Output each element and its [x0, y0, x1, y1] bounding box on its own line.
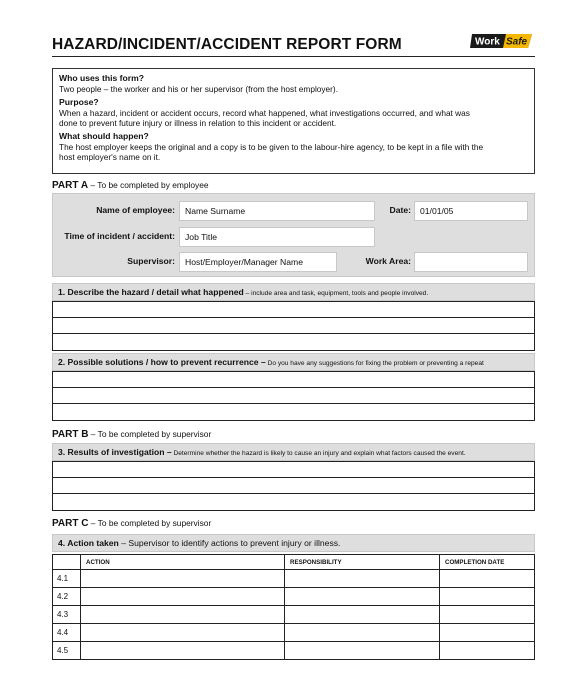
completion-date-cell[interactable] [440, 570, 535, 588]
responsibility-cell[interactable] [285, 588, 440, 606]
section-3-heading: 3. Results of investigation – Determine whether the hazard is likely to cause an injury and explain what factors caused the event. [52, 443, 535, 461]
name-label: Name of employee: [96, 205, 175, 215]
col-number [53, 555, 81, 570]
table-row [53, 588, 535, 606]
table-row [53, 624, 535, 642]
form-title: HAZARD/INCIDENT/ACCIDENT REPORT FORM [52, 36, 402, 53]
part-a-heading: PART A – To be completed by employee [52, 180, 209, 191]
employee-details-panel [52, 193, 535, 277]
part-c-heading: PART C – To be completed by supervisor [52, 518, 212, 529]
row-number: 4.5 [53, 642, 81, 660]
work-area-field[interactable] [414, 252, 528, 272]
row-number: 4.1 [53, 570, 81, 588]
table-row [53, 570, 535, 588]
col-responsibility: RESPONSIBILITY [285, 555, 440, 570]
action-cell[interactable] [81, 570, 285, 588]
row-number: 4.4 [53, 624, 81, 642]
write-line[interactable] [53, 334, 534, 350]
work-area-label: Work Area: [365, 256, 411, 266]
write-line[interactable] [53, 478, 534, 494]
section-1-lines[interactable] [52, 301, 535, 351]
worksafe-logo [470, 32, 534, 50]
action-cell[interactable] [81, 606, 285, 624]
title-divider [52, 56, 535, 57]
logo-text-safe: Safe [506, 36, 528, 48]
date-field[interactable]: 01/01/05 [414, 201, 528, 221]
responsibility-cell[interactable] [285, 606, 440, 624]
logo-text-work: Work [475, 36, 500, 48]
completion-date-cell[interactable] [440, 588, 535, 606]
action-cell[interactable] [81, 624, 285, 642]
info-box [52, 68, 535, 174]
write-line[interactable] [53, 302, 534, 318]
write-line[interactable] [53, 372, 534, 388]
purpose-text-2: done to prevent future injury or illness in relation to this incident or accident. [59, 118, 337, 129]
row-number: 4.2 [53, 588, 81, 606]
what-heading: What should happen? [59, 130, 149, 141]
what-text-1: The host employer keeps the original and a copy is to be given to the labour-hire agency, to be kept in a file with the [59, 141, 484, 152]
col-completion-date: COMPLETION DATE [440, 555, 535, 570]
action-cell[interactable] [81, 642, 285, 660]
table-row [53, 606, 535, 624]
supervisor-field[interactable]: Host/Employer/Manager Name [179, 252, 337, 272]
supervisor-label: Supervisor: [127, 256, 175, 266]
responsibility-cell[interactable] [285, 624, 440, 642]
completion-date-cell[interactable] [440, 606, 535, 624]
date-label: Date: [389, 205, 411, 215]
table-row [53, 642, 535, 660]
time-label: Time of incident / accident: [64, 231, 175, 241]
completion-date-cell[interactable] [440, 642, 535, 660]
section-2-lines[interactable] [52, 371, 535, 421]
responsibility-cell[interactable] [285, 570, 440, 588]
write-line[interactable] [53, 404, 534, 420]
employee-name-field[interactable]: Name Surname [179, 201, 375, 221]
write-line[interactable] [53, 318, 534, 334]
completion-date-cell[interactable] [440, 624, 535, 642]
action-table [52, 554, 535, 660]
action-cell[interactable] [81, 588, 285, 606]
section-3-lines[interactable] [52, 461, 535, 511]
write-line[interactable] [53, 494, 534, 510]
responsibility-cell[interactable] [285, 642, 440, 660]
part-b-heading: PART B – To be completed by supervisor [52, 429, 212, 440]
what-text-2: host employer's name on it. [59, 152, 161, 163]
action-table-header [53, 555, 535, 570]
section-4-heading: 4. Action taken – Supervisor to identify actions to prevent injury or illness. [52, 534, 535, 552]
purpose-text-1: When a hazard, incident or accident occurs, record what happened, what investigations occurred, and what was [59, 107, 470, 118]
who-text: Two people – the worker and his or her supervisor (from the host employer). [59, 84, 338, 94]
purpose-heading: Purpose? [59, 96, 99, 107]
section-2-heading: 2. Possible solutions / how to prevent recurrence – Do you have any suggestions for fixing the problem or preventing a repeat [52, 353, 535, 371]
who-heading: Who uses this form? [59, 73, 144, 83]
col-action: ACTION [81, 555, 285, 570]
section-1-heading: 1. Describe the hazard / detail what happened – include area and task, equipment, tools and people involved. [52, 283, 535, 301]
row-number: 4.3 [53, 606, 81, 624]
write-line[interactable] [53, 388, 534, 404]
time-field[interactable]: Job Title [179, 227, 375, 247]
write-line[interactable] [53, 462, 534, 478]
